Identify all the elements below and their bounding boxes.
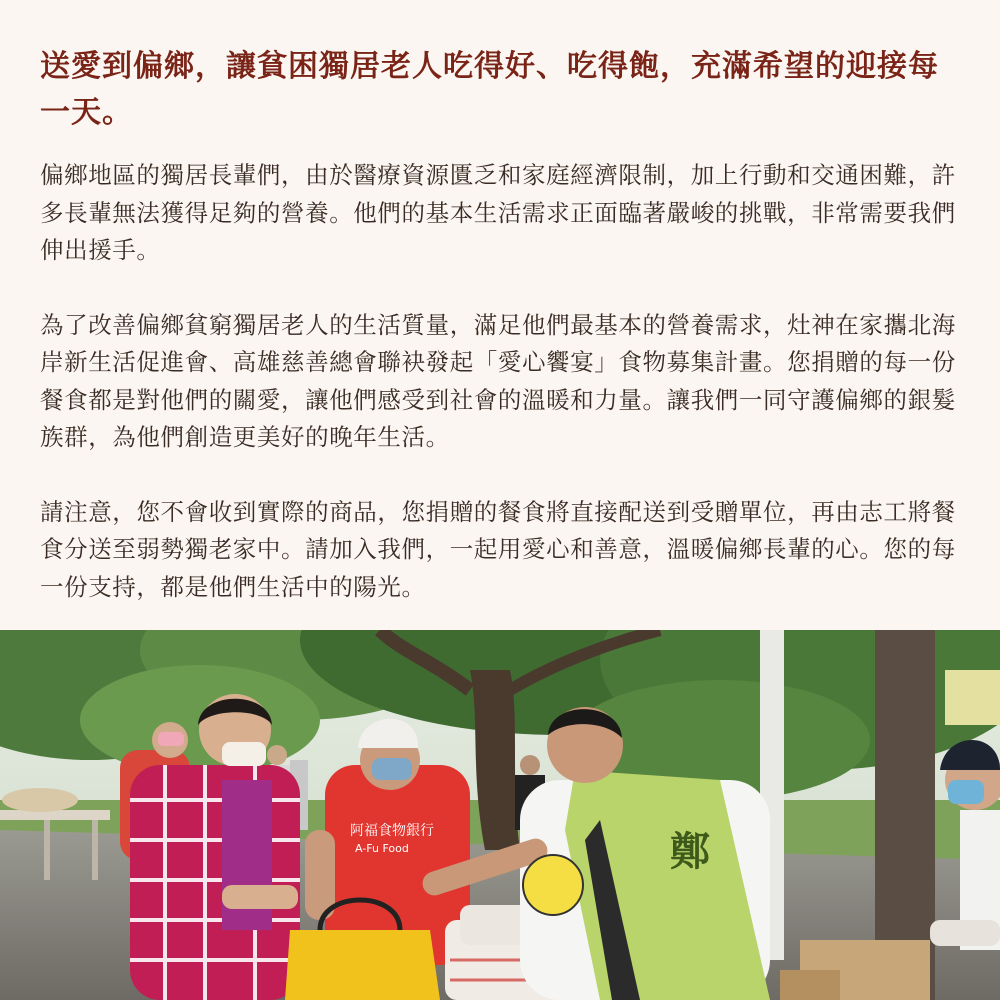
paragraph-1: 偏鄉地區的獨居長輩們，由於醫療資源匱乏和家庭經濟限制，加上行動和交通困難，許多長輩無法獲得足夠的營養。他們的基本生活需求正面臨著嚴峻的挑戰，非常需要我們伸出援手。: [40, 161, 956, 264]
shirt-print-cn: 阿福食物銀行: [350, 823, 434, 839]
headline: 送愛到偏鄉，讓貧困獨居老人吃得好、吃得飽，充滿希望的迎接每一天。: [40, 49, 939, 130]
vest-print: 鄭: [670, 829, 710, 875]
yellow-bag: [285, 930, 440, 1000]
paragraph-3: 請注意，您不會收到實際的商品，您捐贈的餐食將直接配送到受贈單位，再由志工將餐食分送至弱勢獨老家中。請加入我們，一起用愛心和善意，溫暖偏鄉長輩的心。您的每一份支持，都是他們生活中的陽光。: [40, 497, 956, 601]
shirt-print-en: A-Fu Food: [355, 842, 409, 855]
article-text: [40, 44, 960, 606]
volunteer-photo: [0, 630, 1000, 1000]
photo-scene: [0, 630, 1000, 1000]
paragraph-2: 為了改善偏鄉貧窮獨居老人的生活質量，滿足他們最基本的營養需求，灶神在家攜北海岸新生活促進會、高雄慈善總會聯袂發起「愛心饗宴」食物募集計畫。您捐贈的每一份餐食都是對他們的關愛，讓他們感受到社會的溫暖和力量。讓我們一同守護偏鄉的銀髮族群，為他們創造更美好的晚年生活。: [40, 310, 956, 451]
